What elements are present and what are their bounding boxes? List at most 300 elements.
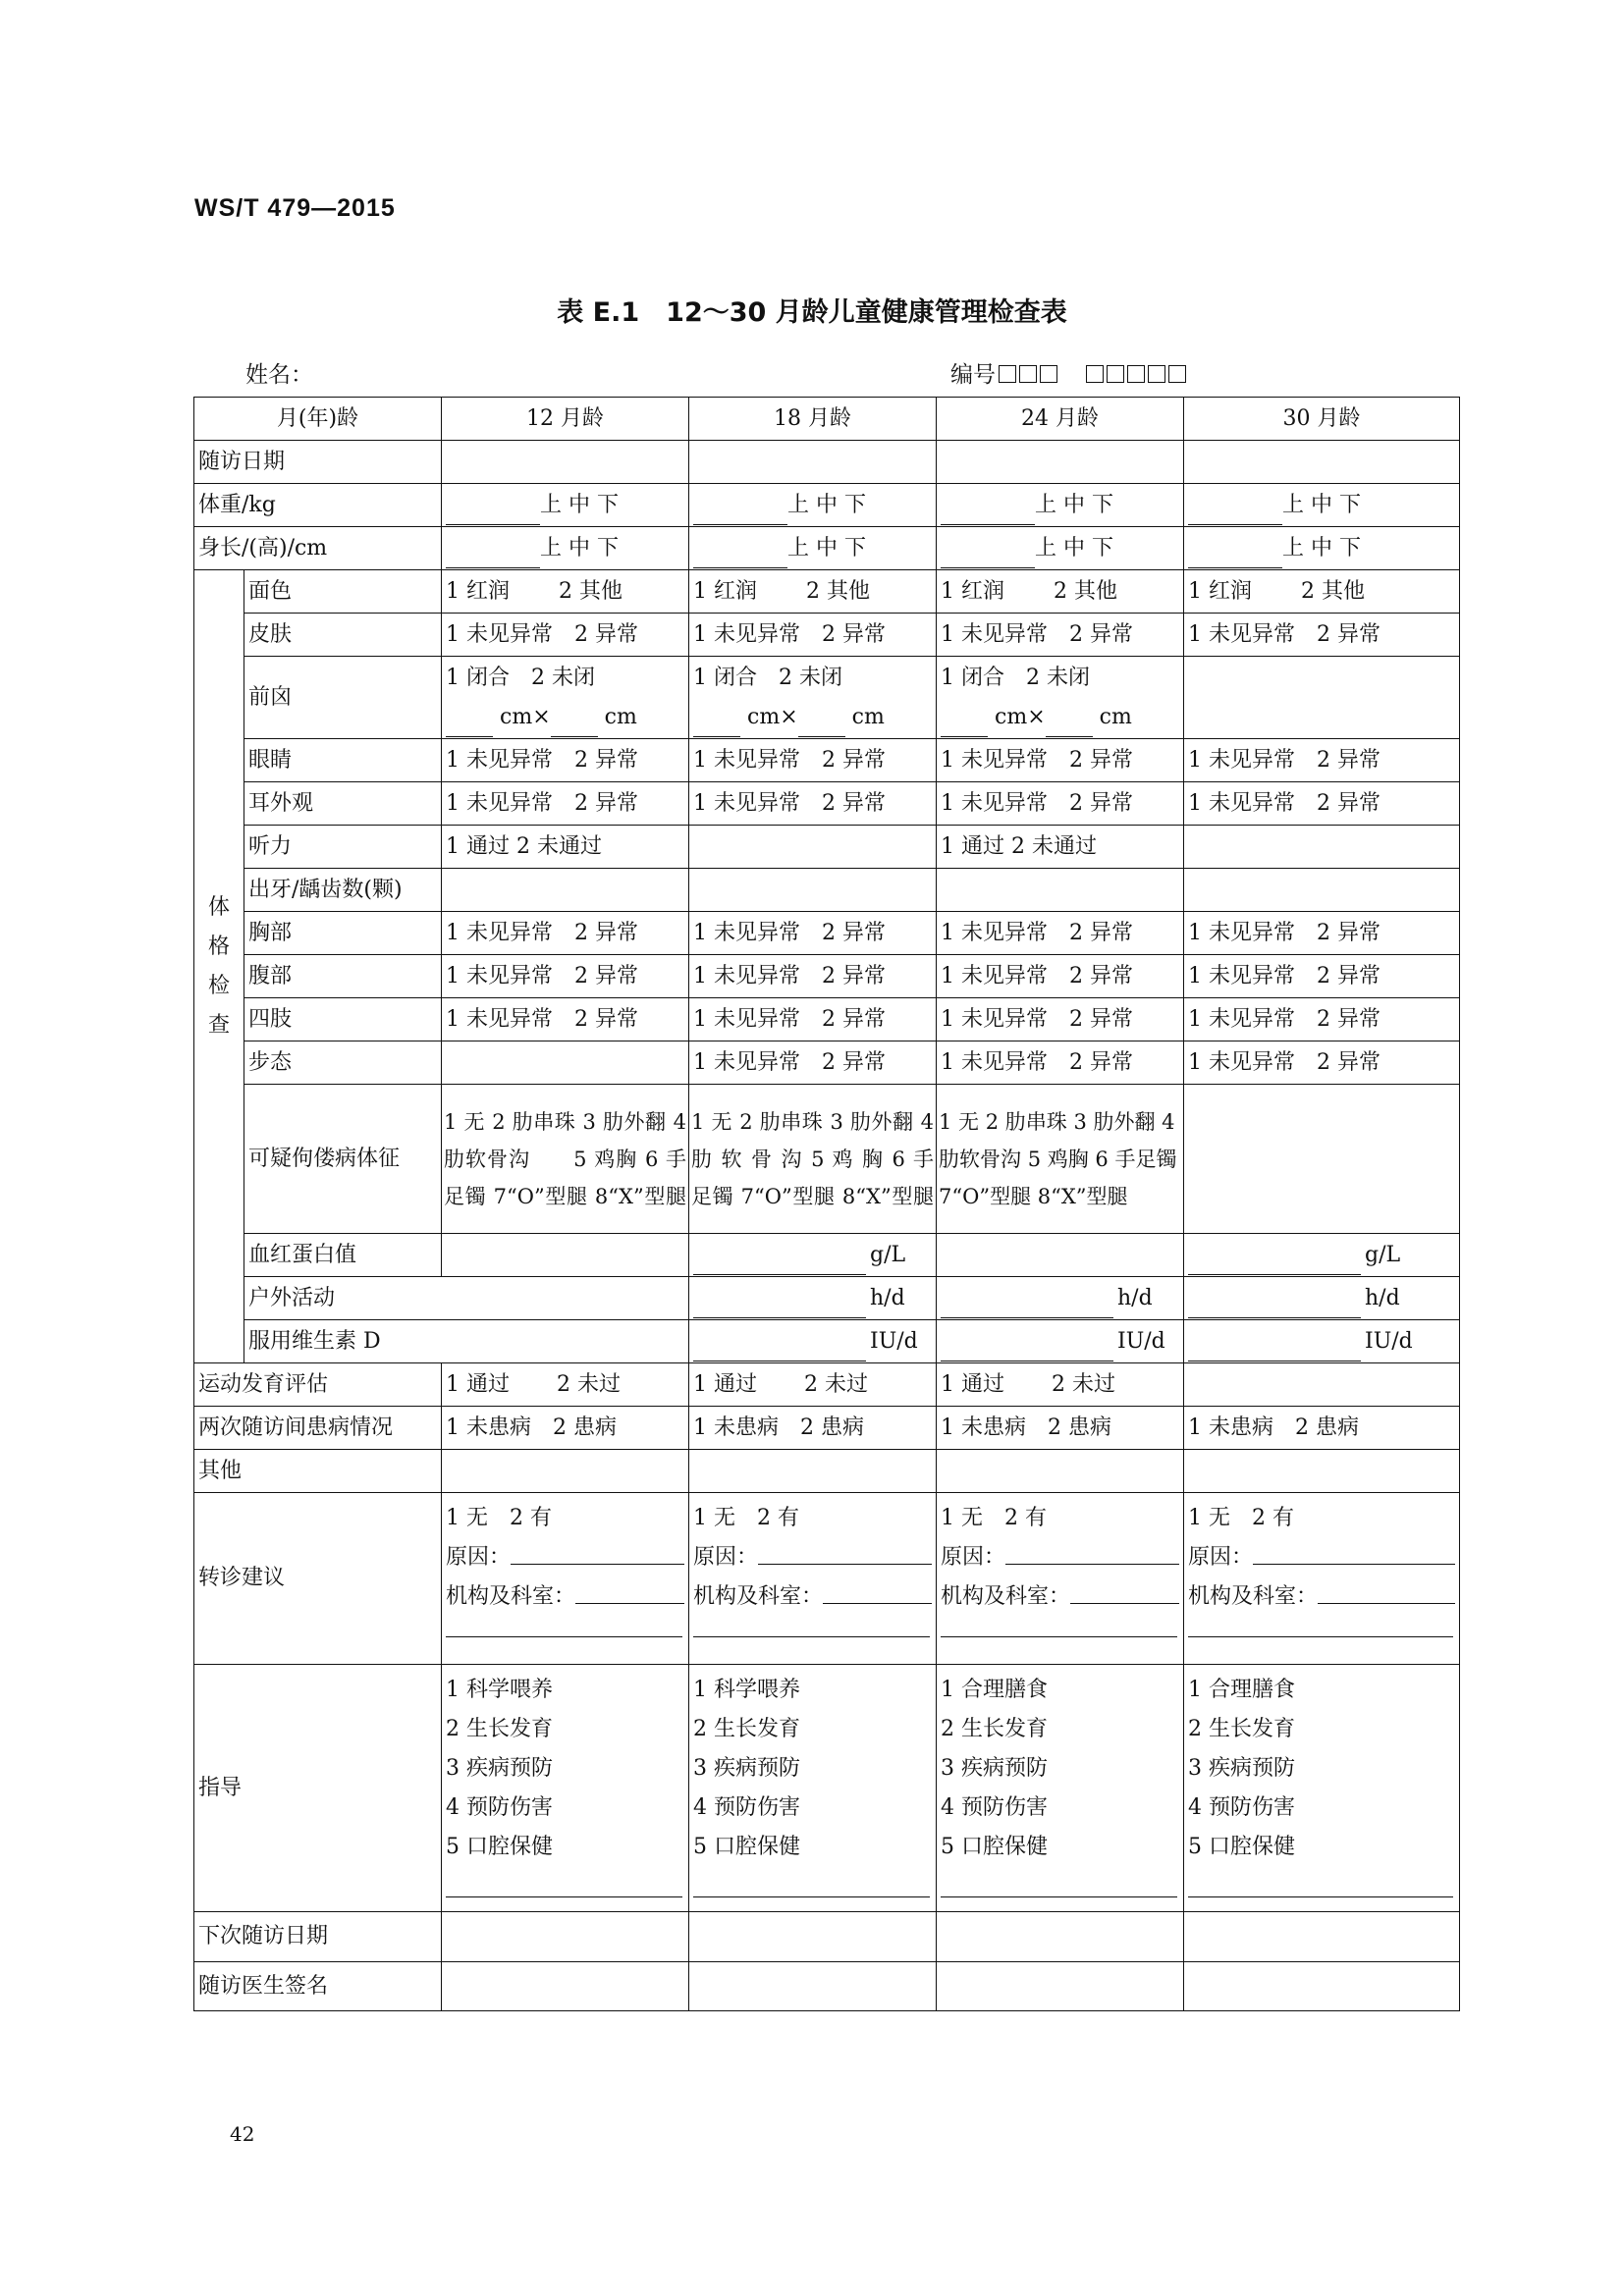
limbs-cell[interactable] — [442, 998, 689, 1041]
row-label-hemoglobin: 血红蛋白值 — [244, 1234, 442, 1277]
cell-empty[interactable] — [689, 826, 937, 869]
option-text: 2 有 — [1252, 1506, 1295, 1530]
unit-text: g/L — [870, 1242, 906, 1267]
cell-empty[interactable] — [442, 1912, 689, 1962]
blank-line — [693, 1867, 930, 1897]
cell-empty[interactable] — [937, 441, 1184, 484]
col-header-24: 24 月龄 — [937, 398, 1184, 441]
option-text: 2 异常 — [1069, 790, 1134, 816]
blank-line — [1318, 1577, 1455, 1604]
option-text: 1 闭合 — [446, 665, 511, 690]
hearing-cell[interactable]: 1 通过 2 未通过 — [937, 826, 1184, 869]
ear-cell[interactable] — [442, 782, 689, 826]
guidance-item: 3 疾病预防 — [446, 1756, 554, 1781]
guidance-item: 4 预防伤害 — [941, 1795, 1049, 1820]
option-text: 1 未见异常 — [693, 963, 801, 988]
height-cell[interactable] — [689, 527, 937, 570]
unit-text: h/d — [1365, 1285, 1400, 1310]
fontanelle-size — [446, 698, 684, 737]
guidance-item: 2 生长发育 — [693, 1717, 801, 1741]
vitd-cell[interactable] — [689, 1320, 937, 1363]
weight-cell[interactable] — [937, 484, 1184, 527]
row-label-physical-exam — [194, 570, 244, 1363]
blank-line — [941, 711, 988, 737]
motor-cell[interactable] — [689, 1363, 937, 1407]
weight-cell[interactable] — [689, 484, 937, 527]
cell-empty[interactable] — [1184, 1450, 1460, 1493]
option-text: 2 未闭 — [531, 665, 596, 690]
blank-line — [941, 542, 1035, 568]
complexion-cell[interactable] — [442, 570, 689, 614]
referral-options — [446, 1499, 684, 1538]
option-text: 1 未见异常 — [1188, 1049, 1296, 1075]
option-text: 2 异常 — [1069, 621, 1134, 647]
blank-line — [798, 711, 845, 737]
option-text: 1 无 — [1188, 1506, 1231, 1530]
vitd-cell[interactable] — [1184, 1320, 1460, 1363]
ear-cell[interactable] — [689, 782, 937, 826]
row-label-chest: 胸部 — [244, 912, 442, 955]
blank-line — [1188, 1292, 1361, 1318]
cell-empty[interactable] — [442, 441, 689, 484]
option-text: 1 无 — [693, 1506, 736, 1530]
unit-text: h/d — [1117, 1285, 1153, 1310]
blank-line — [941, 1335, 1113, 1362]
option-text: 1 未见异常 — [693, 1049, 801, 1075]
guidance-item: 1 合理膳食 — [1188, 1678, 1296, 1702]
table-row — [194, 614, 1460, 657]
cell-empty[interactable] — [442, 1234, 689, 1277]
option-text: 1 未见异常 — [446, 621, 554, 647]
option-text: 1 未见异常 — [1188, 790, 1296, 816]
guidance-item: 3 疾病预防 — [1188, 1756, 1296, 1781]
blank-line — [446, 1617, 682, 1637]
fontanelle-options — [693, 659, 932, 698]
complexion-cell[interactable] — [1184, 570, 1460, 614]
eyes-cell[interactable] — [1184, 739, 1460, 782]
option-text: 2 患病 — [553, 1415, 618, 1440]
blank-line — [941, 1617, 1177, 1637]
table-row — [194, 782, 1460, 826]
guidance-item: 4 预防伤害 — [1188, 1795, 1296, 1820]
guidance-item: 3 疾病预防 — [941, 1756, 1049, 1781]
blank-line — [693, 1617, 930, 1637]
rickets-cell[interactable]: 1 无 2 肋串珠 3 肋外翻 4 肋 软 骨 沟 5 鸡 胸 6 手足镯 7“O”型腿 8“X”型腿 — [689, 1085, 937, 1234]
table-row — [194, 1912, 1460, 1962]
eyes-cell[interactable] — [689, 739, 937, 782]
illness-cell[interactable] — [442, 1407, 689, 1450]
guidance-item: 2 生长发育 — [941, 1717, 1049, 1741]
hemoglobin-cell[interactable] — [1184, 1234, 1460, 1277]
option-text: 2 异常 — [574, 920, 639, 945]
cell-empty[interactable] — [1184, 826, 1460, 869]
cell-empty[interactable] — [1184, 1962, 1460, 2011]
chest-cell[interactable] — [442, 912, 689, 955]
option-text: 2 异常 — [1317, 790, 1381, 816]
number-box — [1148, 365, 1165, 383]
cell-empty[interactable] — [1184, 1363, 1460, 1407]
height-cell[interactable] — [937, 527, 1184, 570]
cell-empty[interactable] — [937, 1234, 1184, 1277]
hemoglobin-cell[interactable] — [689, 1234, 937, 1277]
guidance-cell[interactable] — [1184, 1665, 1460, 1912]
col-header-18: 18 月龄 — [689, 398, 937, 441]
illness-cell[interactable] — [689, 1407, 937, 1450]
cell-empty[interactable] — [937, 869, 1184, 912]
option-text: 2 其他 — [806, 578, 871, 604]
row-label-other: 其他 — [194, 1450, 442, 1493]
chest-cell[interactable] — [1184, 912, 1460, 955]
health-check-table — [193, 397, 1460, 2011]
motor-cell[interactable] — [937, 1363, 1184, 1407]
fontanelle-cell[interactable] — [937, 657, 1184, 739]
rickets-cell[interactable]: 1 无 2 肋串珠 3 肋外翻 4 肋软骨沟 5 鸡胸 6 手足镯 7“O”型腿 8“X”型腿 — [937, 1085, 1184, 1234]
referral-cell[interactable] — [1184, 1493, 1460, 1665]
referral-reason — [941, 1538, 1179, 1577]
row-label-guidance: 指导 — [194, 1665, 442, 1912]
option-text: 2 异常 — [574, 963, 639, 988]
guidance-item: 1 合理膳食 — [941, 1678, 1049, 1702]
row-label-next-visit: 下次随访日期 — [194, 1912, 442, 1962]
cell-empty[interactable] — [937, 1450, 1184, 1493]
option-text: 1 红润 — [446, 578, 511, 604]
option-text: 1 无 — [446, 1506, 489, 1530]
referral-reason — [446, 1538, 684, 1577]
blank-line — [446, 1867, 682, 1897]
option-text: 2 异常 — [1317, 920, 1381, 945]
table-row — [194, 657, 1460, 739]
fontanelle-cell[interactable] — [689, 657, 937, 739]
cell-empty[interactable] — [689, 1450, 937, 1493]
guidance-cell[interactable] — [442, 1665, 689, 1912]
blank-line — [575, 1577, 684, 1604]
row-label-doctor: 随访医生签名 — [194, 1962, 442, 2011]
option-text: 原因： — [941, 1545, 1006, 1570]
option-text: 机构及科室： — [446, 1584, 576, 1609]
guidance-cell[interactable] — [689, 1665, 937, 1912]
option-text: cm — [604, 704, 637, 729]
number-label — [950, 356, 1186, 389]
cell-empty[interactable] — [689, 1962, 937, 2011]
fontanelle-cell[interactable] — [442, 657, 689, 739]
guidance-cell[interactable] — [937, 1665, 1184, 1912]
cell-empty[interactable] — [1184, 869, 1460, 912]
blank-line — [693, 499, 787, 525]
option-text: 1 通过 — [693, 1371, 758, 1397]
guidance-item: 2 生长发育 — [446, 1717, 554, 1741]
option-text: 2 患病 — [1295, 1415, 1360, 1440]
blank-line — [1070, 1577, 1179, 1604]
row-label-gait: 步态 — [244, 1041, 442, 1085]
option-text: 2 异常 — [822, 963, 887, 988]
guidance-item: 5 口腔保健 — [941, 1835, 1049, 1859]
height-cell[interactable] — [442, 527, 689, 570]
row-label-fontanelle: 前囟 — [244, 657, 442, 739]
cell-empty[interactable] — [442, 1962, 689, 2011]
option-text: 1 未见异常 — [941, 1006, 1049, 1032]
standard-code: WS/T 479—2015 — [194, 194, 396, 222]
option-text: 1 未见异常 — [693, 920, 801, 945]
eyes-cell[interactable] — [442, 739, 689, 782]
blank-line — [823, 1577, 932, 1604]
guidance-item: 2 生长发育 — [1188, 1717, 1296, 1741]
row-label-eyes: 眼睛 — [244, 739, 442, 782]
skin-cell[interactable] — [937, 614, 1184, 657]
option-text: 2 异常 — [822, 920, 887, 945]
option-text: 2 异常 — [574, 790, 639, 816]
option-text: 1 通过 — [941, 1371, 1005, 1397]
fontanelle-options — [941, 659, 1179, 698]
cell-empty[interactable] — [1184, 657, 1460, 739]
referral-institution — [446, 1577, 684, 1617]
option-text: 1 未见异常 — [1188, 920, 1296, 945]
row-label-complexion: 面色 — [244, 570, 442, 614]
fontanelle-options — [446, 659, 684, 698]
weight-cell[interactable] — [1184, 484, 1460, 527]
outdoor-cell[interactable] — [689, 1277, 937, 1320]
guidance-item: 1 科学喂养 — [693, 1678, 801, 1702]
table-row — [194, 1041, 1460, 1085]
option-text: cm× — [747, 704, 798, 729]
referral-options — [693, 1499, 932, 1538]
option-text: 1 红润 — [693, 578, 758, 604]
option-text: 2 异常 — [574, 747, 639, 773]
option-text: 2 未过 — [557, 1371, 622, 1397]
skin-cell[interactable] — [689, 614, 937, 657]
blank-line — [446, 542, 540, 568]
row-label-vitd: 服用维生素 D — [244, 1320, 689, 1363]
table-row — [194, 912, 1460, 955]
guidance-item: 1 科学喂养 — [446, 1678, 554, 1702]
unit-text: g/L — [1365, 1242, 1401, 1267]
blank-line — [551, 711, 598, 737]
number-box — [1086, 365, 1104, 383]
blank-line — [1253, 1538, 1455, 1565]
blank-line — [1188, 1249, 1361, 1275]
cell-empty[interactable] — [689, 1912, 937, 1962]
option-text: 上 中 下 — [540, 492, 620, 517]
abdomen-cell[interactable] — [689, 955, 937, 998]
col-header-30: 30 月龄 — [1184, 398, 1460, 441]
outdoor-cell[interactable] — [937, 1277, 1184, 1320]
guidance-item: 4 预防伤害 — [446, 1795, 554, 1820]
unit-text: IU/d — [1117, 1328, 1165, 1354]
referral-reason — [1188, 1538, 1455, 1577]
gait-cell[interactable] — [1184, 1041, 1460, 1085]
option-text: 2 异常 — [1317, 963, 1381, 988]
option-text: 2 其他 — [1054, 578, 1118, 604]
table-row — [194, 1665, 1460, 1912]
referral-cell[interactable] — [689, 1493, 937, 1665]
blank-line — [693, 1335, 866, 1362]
option-text: 2 异常 — [1069, 1006, 1134, 1032]
blank-line — [1188, 499, 1282, 525]
blank-line — [1188, 1335, 1361, 1362]
cell-empty[interactable] — [689, 441, 937, 484]
ear-cell[interactable] — [937, 782, 1184, 826]
row-label-hearing: 听力 — [244, 826, 442, 869]
chest-cell[interactable] — [937, 912, 1184, 955]
row-label-abdomen: 腹部 — [244, 955, 442, 998]
row-label-visit-date: 随访日期 — [194, 441, 442, 484]
option-text: 2 异常 — [1069, 747, 1134, 773]
limbs-cell[interactable] — [689, 998, 937, 1041]
row-label-skin: 皮肤 — [244, 614, 442, 657]
option-text: 1 红润 — [1188, 578, 1253, 604]
referral-cell[interactable] — [442, 1493, 689, 1665]
header-row — [194, 398, 1460, 441]
option-text: 上 中 下 — [787, 535, 867, 561]
row-label-motor: 运动发育评估 — [194, 1363, 442, 1407]
fontanelle-size — [693, 698, 932, 737]
option-text: 2 异常 — [1317, 1006, 1381, 1032]
option-text: 2 异常 — [1317, 747, 1381, 773]
option-text: 1 未见异常 — [693, 1006, 801, 1032]
option-text: 1 未见异常 — [941, 747, 1049, 773]
complexion-cell[interactable] — [689, 570, 937, 614]
number-box — [999, 365, 1016, 383]
skin-cell[interactable] — [1184, 614, 1460, 657]
option-text: 2 有 — [757, 1506, 800, 1530]
number-box — [1168, 365, 1186, 383]
option-text: 机构及科室： — [693, 1584, 824, 1609]
guidance-item: 4 预防伤害 — [693, 1795, 801, 1820]
number-label-text: 编号 — [950, 362, 996, 388]
option-text: 1 未见异常 — [1188, 747, 1296, 773]
option-text: 2 患病 — [800, 1415, 865, 1440]
cell-empty[interactable] — [1184, 441, 1460, 484]
option-text: 2 未过 — [1052, 1371, 1116, 1397]
option-text: cm — [851, 704, 885, 729]
referral-institution — [941, 1577, 1179, 1617]
option-text: 2 其他 — [559, 578, 623, 604]
option-text: 1 未见异常 — [1188, 1006, 1296, 1032]
option-text: 1 未见异常 — [446, 920, 554, 945]
table-row — [194, 527, 1460, 570]
cell-empty[interactable] — [689, 869, 937, 912]
blank-line — [693, 1249, 866, 1275]
gait-cell[interactable] — [689, 1041, 937, 1085]
blank-line — [446, 711, 493, 737]
blank-line — [941, 499, 1035, 525]
ear-cell[interactable] — [1184, 782, 1460, 826]
option-text: 2 异常 — [1317, 621, 1381, 647]
option-text: 2 异常 — [1069, 963, 1134, 988]
gait-cell[interactable] — [937, 1041, 1184, 1085]
abdomen-cell[interactable] — [1184, 955, 1460, 998]
illness-cell[interactable] — [937, 1407, 1184, 1450]
col-header-12: 12 月龄 — [442, 398, 689, 441]
chest-cell[interactable] — [689, 912, 937, 955]
cell-empty[interactable] — [1184, 1085, 1460, 1234]
row-label-ear: 耳外观 — [244, 782, 442, 826]
option-text: 1 未见异常 — [446, 747, 554, 773]
option-text: 机构及科室： — [941, 1584, 1071, 1609]
blank-line — [1188, 1867, 1453, 1897]
vertical-label: 体格检查 — [207, 894, 230, 1038]
referral-institution — [1188, 1577, 1455, 1617]
option-text: 2 未闭 — [1026, 665, 1091, 690]
option-text: 上 中 下 — [1035, 492, 1114, 517]
cell-empty[interactable] — [442, 1450, 689, 1493]
blank-line — [1046, 711, 1093, 737]
option-text: 1 未见异常 — [941, 621, 1049, 647]
guidance-item: 3 疾病预防 — [693, 1756, 801, 1781]
weight-cell[interactable] — [442, 484, 689, 527]
limbs-cell[interactable] — [1184, 998, 1460, 1041]
cell-empty[interactable] — [442, 1041, 689, 1085]
illness-cell[interactable] — [1184, 1407, 1460, 1450]
option-text: 2 异常 — [822, 1006, 887, 1032]
option-text: 1 未见异常 — [446, 963, 554, 988]
blank-line — [446, 499, 540, 525]
row-label-height: 身长/(高)/cm — [194, 527, 442, 570]
blank-line — [941, 1867, 1177, 1897]
table-row — [194, 570, 1460, 614]
table-row — [194, 484, 1460, 527]
cell-empty[interactable] — [1184, 1912, 1460, 1962]
number-box — [1040, 365, 1057, 383]
eyes-cell[interactable] — [937, 739, 1184, 782]
vitd-cell[interactable] — [937, 1320, 1184, 1363]
outdoor-cell[interactable] — [1184, 1277, 1460, 1320]
motor-cell[interactable] — [442, 1363, 689, 1407]
page-number: 42 — [230, 2122, 255, 2146]
option-text: 1 未见异常 — [941, 920, 1049, 945]
height-cell[interactable] — [1184, 527, 1460, 570]
option-text: cm× — [500, 704, 551, 729]
option-text: 2 其他 — [1301, 578, 1366, 604]
option-text: 原因： — [446, 1545, 512, 1570]
table-row — [194, 1320, 1460, 1363]
option-text: 2 异常 — [574, 1006, 639, 1032]
option-text: 2 有 — [1004, 1506, 1048, 1530]
table-row — [194, 441, 1460, 484]
option-text: 1 未见异常 — [1188, 963, 1296, 988]
guidance-item: 5 口腔保健 — [1188, 1835, 1296, 1859]
blank-line — [1188, 542, 1282, 568]
option-text: 2 异常 — [822, 790, 887, 816]
complexion-cell[interactable] — [937, 570, 1184, 614]
option-text: 上 中 下 — [540, 535, 620, 561]
referral-cell[interactable] — [937, 1493, 1184, 1665]
abdomen-cell[interactable] — [937, 955, 1184, 998]
name-label: 姓名： — [245, 362, 313, 388]
row-label-illness: 两次随访间患病情况 — [194, 1407, 442, 1450]
option-text: 2 异常 — [1317, 1049, 1381, 1075]
option-text: 2 异常 — [574, 621, 639, 647]
rickets-cell[interactable]: 1 无 2 肋串珠 3 肋外翻 4 肋软骨沟 5 鸡胸 6 手足镯 7“O”型腿 8“X”型腿 — [442, 1085, 689, 1234]
option-text: 1 闭合 — [693, 665, 758, 690]
skin-cell[interactable] — [442, 614, 689, 657]
table-row — [194, 1407, 1460, 1450]
option-text: 原因： — [693, 1545, 759, 1570]
limbs-cell[interactable] — [937, 998, 1184, 1041]
blank-line — [941, 1292, 1113, 1318]
hearing-cell[interactable]: 1 通过 2 未通过 — [442, 826, 689, 869]
option-text: cm — [1099, 704, 1132, 729]
option-text: 原因： — [1188, 1545, 1254, 1570]
table-row — [194, 998, 1460, 1041]
cell-empty[interactable] — [937, 1962, 1184, 2011]
option-text: 1 未见异常 — [446, 790, 554, 816]
abdomen-cell[interactable] — [442, 955, 689, 998]
cell-empty[interactable] — [937, 1912, 1184, 1962]
option-text: 1 未见异常 — [941, 790, 1049, 816]
cell-empty[interactable] — [442, 869, 689, 912]
blank-line — [511, 1538, 684, 1565]
fontanelle-size — [941, 698, 1179, 737]
